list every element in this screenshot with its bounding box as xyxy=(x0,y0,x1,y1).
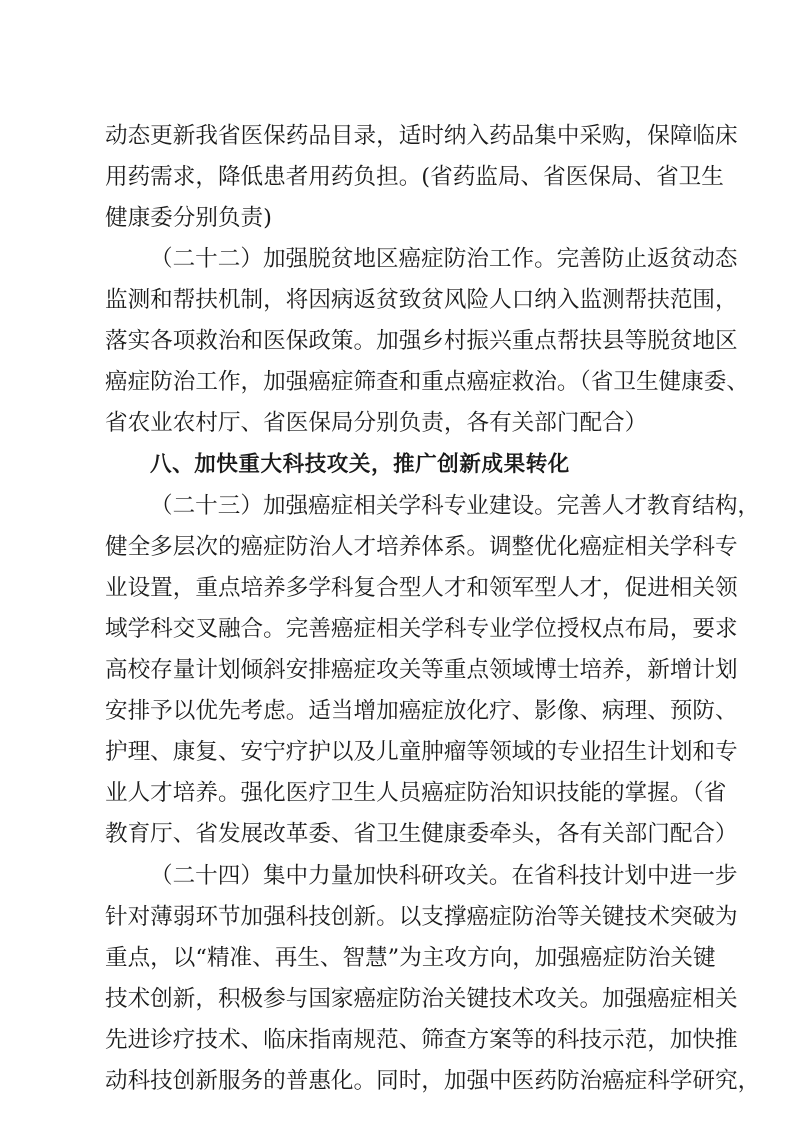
text-line-content: 针对薄弱环节加强科技创新。以支撑癌症防治等关键技术突破为 xyxy=(105,904,738,930)
text-line xyxy=(0,691,793,731)
text-line-content: 业设置，重点培养多学科复合型人才和领军型人才，促进相关领 xyxy=(105,575,738,601)
text-line xyxy=(0,1020,793,1060)
text-line xyxy=(0,856,793,896)
text-line-content: 护理、康复、安宁疗护以及儿童肿瘤等领域的专业招生计划和专 xyxy=(105,739,738,765)
text-line-content: （二十三）加强癌症相关学科专业建设。完善人才教育结构， xyxy=(150,493,761,519)
text-line xyxy=(0,773,793,813)
text-line-content: （二十二）加强脱贫地区癌症防治工作。完善防止返贫动态 xyxy=(150,246,738,272)
text-line-content: 用药需求，降低患者用药负担。(省药监局、省医保局、省卫生 xyxy=(105,164,724,190)
text-line xyxy=(0,814,793,854)
text-line xyxy=(0,280,793,320)
text-line xyxy=(0,486,793,526)
text-line xyxy=(0,568,793,608)
text-line-content: 先进诊疗技术、临床指南规范、筛查方案等的科技示范，加快推 xyxy=(105,1027,738,1053)
text-line xyxy=(0,116,793,156)
text-line-content: 安排予以优先考虑。适当增加癌症放化疗、影像、病理、预防、 xyxy=(105,698,738,724)
text-line-content: 健康委分别负责) xyxy=(105,205,272,231)
text-line-content: （二十四）集中力量加快科研攻关。在省科技计划中进一步 xyxy=(150,863,738,889)
text-line-content: 省农业农村厅、省医保局分别负责，各有关部门配合） xyxy=(105,410,648,436)
section-heading xyxy=(0,445,793,485)
text-line-content: 教育厅、省发展改革委、省卫生健康委牵头，各有关部门配合） xyxy=(105,821,738,847)
text-line xyxy=(0,732,793,772)
text-line xyxy=(0,979,793,1019)
text-line xyxy=(0,650,793,690)
text-line-content: 癌症防治工作，加强癌症筛查和重点癌症救治。（省卫生健康委、 xyxy=(105,369,749,395)
text-line-content: 落实各项救治和医保政策。加强乡村振兴重点帮扶县等脱贫地区 xyxy=(105,328,738,354)
text-line xyxy=(0,198,793,238)
text-line-content: 域学科交叉融合。完善癌症相关学科专业学位授权点布局，要求 xyxy=(105,616,738,642)
text-line-content: 监测和帮扶机制，将因病返贫致贫风险人口纳入监测帮扶范围， xyxy=(105,287,738,313)
text-line xyxy=(0,609,793,649)
text-line xyxy=(0,938,793,978)
text-line-content: 重点，以“精准、再生、智慧”为主攻方向，加强癌症防治关键 xyxy=(105,945,716,971)
text-line xyxy=(0,157,793,197)
text-line-content: 动科技创新服务的普惠化。同时，加强中医药防治癌症科学研究， xyxy=(105,1068,761,1094)
text-line xyxy=(0,321,793,361)
text-line-content: 技术创新，积极参与国家癌症防治关键技术攻关。加强癌症相关 xyxy=(105,986,738,1012)
text-line xyxy=(0,403,793,443)
text-line xyxy=(0,362,793,402)
text-line xyxy=(0,1061,793,1101)
text-line-content: 业人才培养。强化医疗卫生人员癌症防治知识技能的掌握。（省 xyxy=(105,780,727,806)
text-line-content: 健全多层次的癌症防治人才培养体系。调整优化癌症相关学科专 xyxy=(105,534,738,560)
text-line-content: 高校存量计划倾斜安排癌症攻关等重点领域博士培养，新增计划 xyxy=(105,657,738,683)
text-line xyxy=(0,527,793,567)
text-line-content: 动态更新我省医保药品目录，适时纳入药品集中采购，保障临床 xyxy=(105,123,738,149)
section-heading-text: 八、加快重大科技攻关，推广创新成果转化 xyxy=(150,452,570,477)
text-line xyxy=(0,897,793,937)
text-line xyxy=(0,239,793,279)
